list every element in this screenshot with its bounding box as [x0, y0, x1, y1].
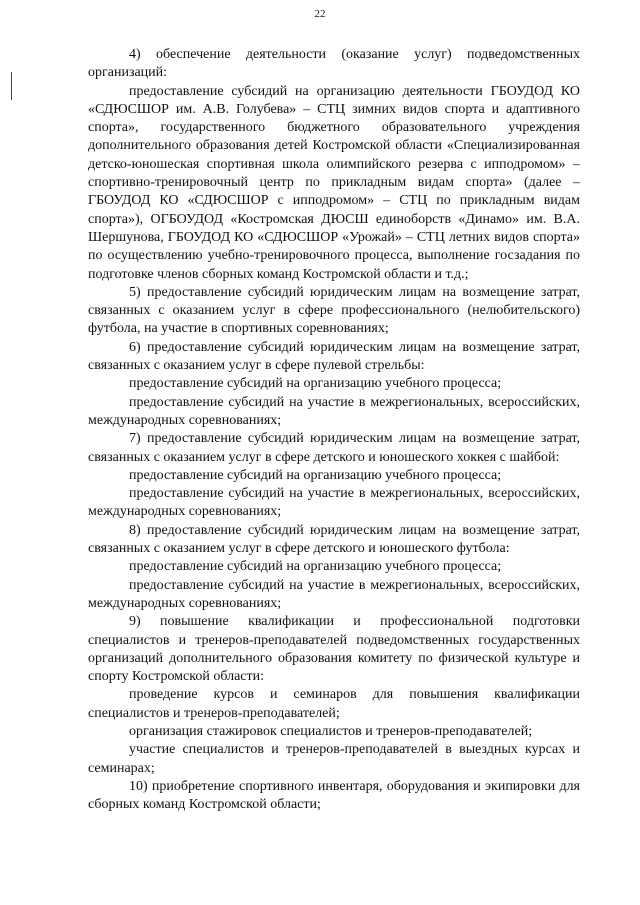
- paragraph: 6) предоставление субсидий юридическим лицам на возмещение затрат, связанных с оказанием услуг в сфере пулевой стрельбы:: [88, 339, 580, 374]
- paragraph: 4) обеспечение деятельности (оказание услуг) подведомственных организаций:: [88, 47, 580, 81]
- paragraph: 9) повышение квалификации и профессиональной подготовки специалистов и тренеров-преподавателей подведомственных государственных организаций дополнительного образования комитету по физической культуре и спорту Костромской области:: [88, 614, 580, 685]
- paragraph: предоставление субсидий на организацию учебного процесса;: [129, 467, 502, 483]
- page-number: 22: [314, 8, 326, 20]
- paragraph: предоставление субсидий на организацию деятельности ГБОУДОД КО «СДЮСШОР им. А.В. Голубева» – СТЦ зимних видов спорта и адаптивного спорта», государственного бюджетного образовательного учреждения дополнительного образования детей Костромской области «Специализированная детско-юношеская спортивная школа олимпийского резерва с ипподромом» – спортивно-тренировочный центр по прикладным видам спорта» (далее – ГБОУДОД КО «СДЮСШОР с ипподромом» – СТЦ по прикладным видам спорта»), ОГБОУДОД «Костромская ДЮСШ единоборств «Динамо» им. В.А. Шершунова, ГБОУДОД КО «СДЮСШОР «Урожай» – СТЦ летних видов спорта» по осуществлению учебно-тренировочного процесса, выполнение госзадания по подготовке членов сборных команд Костромской области и т.д.;: [88, 83, 580, 282]
- paragraph: предоставление субсидий на организацию учебного процесса;: [129, 376, 502, 392]
- margin-mark: [11, 72, 12, 100]
- paragraph: 7) предоставление субсидий юридическим лицам на возмещение затрат, связанных с оказанием услуг в сфере детского и юношеского хоккея с шайбой:: [88, 431, 580, 465]
- paragraph: участие специалистов и тренеров-преподавателей в выездных курсах и семинарах;: [88, 742, 580, 776]
- paragraph: 10) приобретение спортивного инвентаря, оборудования и экипировки для сборных команд Костромской области;: [88, 778, 580, 813]
- paragraph: 8) предоставление субсидий юридическим лицам на возмещение затрат, связанных с оказанием услуг в сфере детского и юношеского футбола:: [88, 522, 580, 557]
- paragraph: предоставление субсидий на участие в межрегиональных, всероссийских, международных соревнованиях;: [88, 486, 580, 520]
- document-body: [88, 46, 580, 814]
- paragraph: предоставление субсидий на участие в межрегиональных, всероссийских, международных соревнованиях;: [88, 577, 580, 611]
- paragraph: организация стажировок специалистов и тренеров-преподавателей;: [129, 723, 533, 739]
- paragraph: предоставление субсидий на организацию учебного процесса;: [129, 559, 502, 575]
- paragraph: 5) предоставление субсидий юридическим лицам на возмещение затрат, связанных с оказанием услуг в сфере профессионального (нелюбительского) футбола, на участие в спортивных соревнованиях;: [88, 284, 580, 337]
- paragraph: предоставление субсидий на участие в межрегиональных, всероссийских, международных соревнованиях;: [88, 394, 580, 428]
- paragraph: проведение курсов и семинаров для повышения квалификации специалистов и тренеров-преподавателей;: [88, 687, 580, 721]
